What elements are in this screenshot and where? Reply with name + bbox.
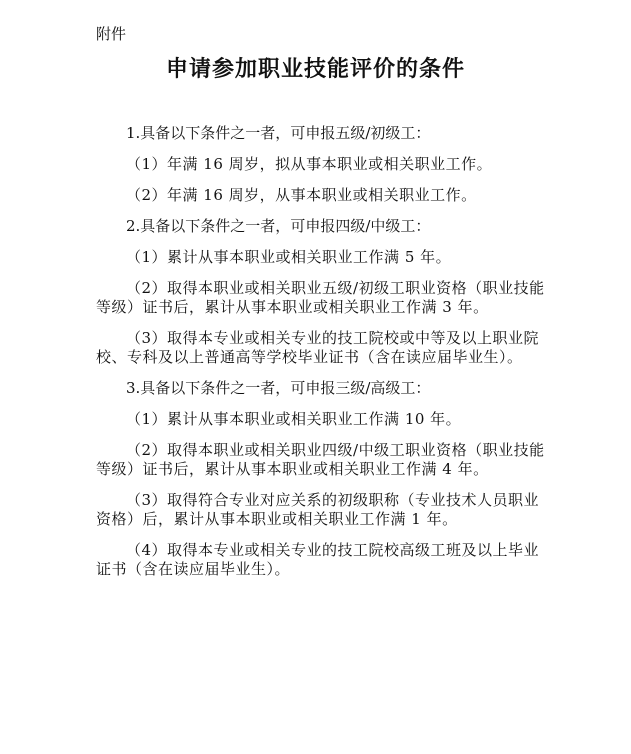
condition-item: （1）累计从事本职业或相关职业工作满 5 年。 [126, 248, 452, 266]
condition-item: （1）年满 16 周岁，拟从事本职业或相关职业工作。 [126, 155, 493, 173]
section-heading: 1.具备以下条件之一者，可申报五级/初级工： [126, 124, 431, 142]
section [96, 217, 548, 367]
attachment-label: 附件 [96, 25, 127, 43]
condition-item: （4）取得本专业或相关专业的技工院校高级工班及以上毕业证书（含在读应届毕业生）。 [96, 541, 540, 578]
condition-item: （3）取得本专业或相关专业的技工院校或中等及以上职业院校、专科及以上普通高等学校毕业证书（含在读应届毕业生）。 [96, 329, 540, 366]
document-body [96, 124, 548, 591]
section-heading: 2.具备以下条件之一者，可申报四级/中级工： [126, 217, 431, 235]
document-title: 申请参加职业技能评价的条件 [165, 56, 465, 82]
condition-item: （2）年满 16 周岁，从事本职业或相关职业工作。 [126, 186, 477, 204]
condition-item: （2）取得本职业或相关职业五级/初级工职业资格（职业技能等级）证书后，累计从事本职业或相关职业工作满 3 年。 [96, 279, 545, 316]
section [96, 379, 548, 579]
condition-item: （3）取得符合专业对应关系的初级职称（专业技术人员职业资格）后，累计从事本职业或相关职业工作满 1 年。 [96, 491, 540, 528]
section [96, 124, 548, 205]
condition-item: （1）累计从事本职业或相关职业工作满 10 年。 [126, 410, 462, 428]
section-heading: 3.具备以下条件之一者，可申报三级/高级工： [126, 379, 431, 397]
condition-item: （2）取得本职业或相关职业四级/中级工职业资格（职业技能等级）证书后，累计从事本职业或相关职业工作满 4 年。 [96, 441, 545, 478]
